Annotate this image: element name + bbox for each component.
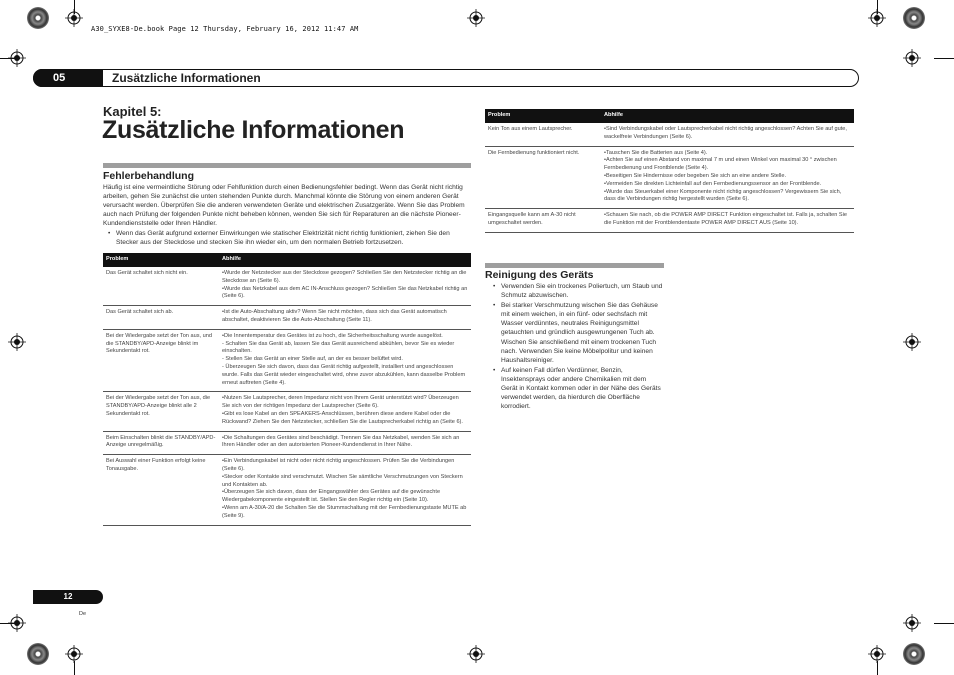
crop-line [0,623,20,624]
remedy-line: •Die Schaltungen des Gerätes sind beschädigt. Trennen Sie das Netzkabel, wenden Sie sich an Ihren Händler oder an den autorisierten Pioneer-Kundendienst in Ihrer Nähe. [222,434,460,449]
problem-line: Die Fernbedienung funktioniert nicht. [488,149,580,156]
crop-disc-icon [27,643,49,665]
crosshair-icon [903,49,921,67]
problem-cell [103,329,219,392]
problem-line: Bei der Wiedergabe setzt der Ton aus, und die STANDBY/APD-Anzeige blinkt im Sekundentakt rot. [106,332,212,355]
remedy-line: •Wurde das Steuerkabel einer Komponente nicht richtig angeschlossen? Vergewissern Sie sich, dass die Verbindungen richtig hergestellt wurden (Seite 6). [604,188,842,203]
remedy-line: •Nutzen Sie Lautsprecher, deren Impedanz nicht von Ihrem Gerät unterstützt wird? Überzeugen Sie sich von der richtigen Impedanz der Lautsprecher (Seite 6). [222,395,459,410]
table-row [103,392,471,431]
crosshair-icon [467,9,485,27]
table-row [103,455,471,525]
remedy-line: •Schauen Sie nach, ob die POWER AMP DIRECT Funktion eingeschaltet ist. Falls ja, schalten Sie die Funktion mit der Frontblendentaste POWER AMP DIRECT AUS (Seite 10). [604,212,848,226]
table-row [103,306,471,330]
chapter-tab-title: Zusätzliche Informationen [112,71,261,85]
crop-line [877,661,878,675]
column-header-problem: Problem [103,253,219,267]
problem-line: Eingangsquelle kann am A-30 nicht umgeschaltet werden. [488,212,576,226]
problem-cell [485,123,601,146]
file-header: A30_SYXE8-De.book Page 12 Thursday, February 16, 2012 11:47 AM [91,25,359,33]
problem-cell [103,392,219,431]
column-header-remedy: Abhilfe [601,109,854,123]
remedy-cell [219,392,471,431]
remedy-line: - Überzeugen Sie sich davon, dass das Gerät richtig aufgestellt, installiert und angeschlossen wurde. Falls das Gerät wieder eingeschaltet wird, ohne zuvor abzukühlen, kann dasselbe Problem erneut auftreten (Seite 4). [222,363,466,386]
table-row [103,431,471,455]
remedy-line: •Beseitigen Sie Hindernisse oder begeben Sie sich an eine andere Stelle. [604,172,787,179]
crop-line [934,623,954,624]
crosshair-icon [8,333,26,351]
troubleshooting-bullet [103,229,471,247]
remedy-cell [219,267,471,306]
problem-cell [103,431,219,455]
remedy-line: •Ist die Auto-Abschaltung aktiv? Wenn Sie nicht möchten, dass sich das Gerät automatisch abschaltet, deaktivieren Sie die Auto-Abschaltung (Seite 11). [222,309,447,323]
table-row [103,267,471,306]
section-divider [485,263,664,268]
remedy-line: •Vermeiden Sie direkten Lichteinfall auf den Fernbedienungssensor an der Frontblende. [604,180,822,187]
remedy-line: •Achten Sie auf einen Abstand von maximal 7 m und einen Winkel von maximal 30 ° zwischen Fernbedienung und Frontblende (Seite 4). [604,157,837,172]
remedy-cell [219,431,471,455]
problem-cell [103,455,219,525]
table-row [103,329,471,392]
column-header-remedy: Abhilfe [219,253,471,267]
remedy-cell [219,306,471,330]
problem-line: Bei Auswahl einer Funktion erfolgt keine Tonausgabe. [106,458,206,472]
problem-cell [103,306,219,330]
bullet-text: Auf keinen Fall dürfen Verdünner, Benzin, Insektensprays oder andere Chemikalien mit dem Gerät in Kontakt kommen oder in der Nähe des Geräts verwendet werden, da hierdurch die Oberfläche korrodiert. [501,366,661,411]
crop-disc-icon [903,643,925,665]
problem-line: Das Gerät schaltet sich ab. [106,309,174,316]
crop-line [74,0,75,14]
remedy-line: •Überzeugen Sie sich davon, dass der Eingangswähler des Gerätes auf die gewünschte Wiedergabekomponente eingestellt ist. Stellen Sie den Regler richtig ein (Seite 10). [222,489,441,504]
table-row [485,209,854,233]
crosshair-icon [903,333,921,351]
remedy-line: •Stecker oder Kontakte sind verschmutzt. Wischen Sie sämtliche Verschmutzungen von Steckern und Kontakten ab. [222,473,463,488]
remedy-line: •Wurde der Netzstecker aus der Steckdose gezogen? Schließen Sie den Netzstecker richtig an die Steckdose an (Seite 6). [222,270,467,284]
remedy-line: •Ein Verbindungskabel ist nicht oder nicht richtig angeschlossen. Prüfen Sie die Verbindungen (Seite 6). [222,458,455,472]
cleaning-bullet [488,366,664,411]
bullet-text: Wenn das Gerät aufgrund externer Einwirkungen wie statischer Elektrizität nicht richtig funktioniert, ziehen Sie den Stecker aus der Steckdose und stecken Sie ihn wieder ein, um den normalen Betrieb fortzusetzen. [116,230,450,247]
problem-line: Das Gerät schaltet sich nicht ein. [106,270,188,276]
remedy-line: •Tauschen Sie die Batterien aus (Seite 4). [604,149,708,156]
chapter-number-badge: 05 [33,69,103,87]
column-header-problem: Problem [485,109,601,123]
bullet-text: Verwenden Sie ein trockenes Poliertuch, um Staub und Schmutz abzuwischen. [501,283,663,300]
troubleshooting-table-right [485,109,854,233]
remedy-cell [601,123,854,146]
remedy-line: •Wurde das Netzkabel aus dem AC IN-Anschluss gezogen? Schließen Sie das Netzkabel richtig an (Seite 6). [222,285,468,300]
page-title: Zusätzliche Informationen [102,116,405,144]
cleaning-bullet [488,282,664,300]
table-row [485,146,854,209]
bullet-text: Bei starker Verschmutzung wischen Sie das Gehäuse mit einem weichen, in ein fünf- oder sechsfach mit Wasser verdünntes, neutrales Reinigungsmittel getauchten und gründlich ausgewrungenen Tuch ab. Wischen Sie anschließend mit einem trockenen Tuch nach. Verwenden Sie keine Möbelpolitur und keinen Haushaltsreiniger. [501,302,658,364]
section-heading-cleaning: Reinigung des Geräts [485,269,594,281]
troubleshooting-table-left [103,253,471,526]
remedy-line: •Die Innentemperatur des Gerätes ist zu hoch, die Sicherheitsschaltung wurde ausgelöst. [222,332,443,339]
remedy-line: - Schalten Sie das Gerät ab, lassen Sie das Gerät ausreichend abkühlen, bevor Sie es wieder einschalten. [222,340,455,355]
crosshair-icon [467,645,485,663]
problem-cell [103,267,219,306]
remedy-cell [219,455,471,525]
remedy-line: •Gibt es lose Kabel an den SPEAKERS-Anschlüssen, berühren diese andere Kabel oder die Rückwand? Ziehen Sie den Netzstecker, schließen Sie die Lautsprecherkabel richtig an (Seite 6). [222,410,463,425]
remedy-line: •Wenn am A-30/A-20 die Schalten Sie die Stummschaltung mit der Fernbedienungstaste MUTE ab (Seite 9). [222,504,467,519]
remedy-cell [219,329,471,392]
table-row [485,123,854,146]
crop-line [0,58,20,59]
crop-disc-icon [903,7,925,29]
table-body [485,123,854,232]
crop-line [877,0,878,14]
cleaning-bullet [488,301,664,365]
remedy-line: - Stellen Sie das Gerät an einer Stelle auf, an der es besser belüftet wird. [222,356,403,363]
chapter-label: Kapitel 5: [103,104,162,119]
section-heading-troubleshooting: Fehlerbehandlung [103,170,195,182]
crop-line [74,661,75,675]
crop-line [934,58,954,59]
problem-line: Kein Ton aus einem Lautsprecher. [488,126,573,132]
language-code: De [79,611,87,617]
problem-cell [485,209,601,233]
remedy-line: •Sind Verbindungskabel oder Lautsprecherkabel nicht richtig angeschlossen? Achten Sie auf gute, wackelfreie Verbindungen (Seite 6). [604,126,847,140]
cleaning-list [488,282,664,412]
problem-cell [485,146,601,209]
table-body [103,267,471,525]
remedy-cell [601,146,854,209]
section-divider [103,163,471,168]
crosshair-icon [903,614,921,632]
troubleshooting-intro: Häufig ist eine vermeintliche Störung oder Fehlfunktion durch einen Bedienungsfehler bedingt. Wenn das Gerät nicht richtig arbeiten, gehen Sie zunächst die unten stehenden Punkte durch. Manchmal könnte die Störung von einem anderen Gerät verursacht werden. Überprüfen Sie die anderen verwendeten Geräte und elektrischen Zusatzgeräte. Wenn Sie das Problem auch nach Prüfung der folgenden Punkte nicht beheben können, wenden Sie sich für Reparaturen an die nächste Pioneer-Kundendienststelle oder Ihren Händler. [103,184,465,228]
crop-disc-icon [27,7,49,29]
problem-line: Bei der Wiedergabe setzt der Ton aus, die STANDBY/APD-Anzeige blinkt alle 2 Sekundentakt rot. [106,395,211,417]
remedy-cell [601,209,854,233]
page-number: 12 [33,590,103,604]
problem-line: Beim Einschalten blinkt die STANDBY/APD-Anzeige unregelmäßig. [106,434,216,449]
